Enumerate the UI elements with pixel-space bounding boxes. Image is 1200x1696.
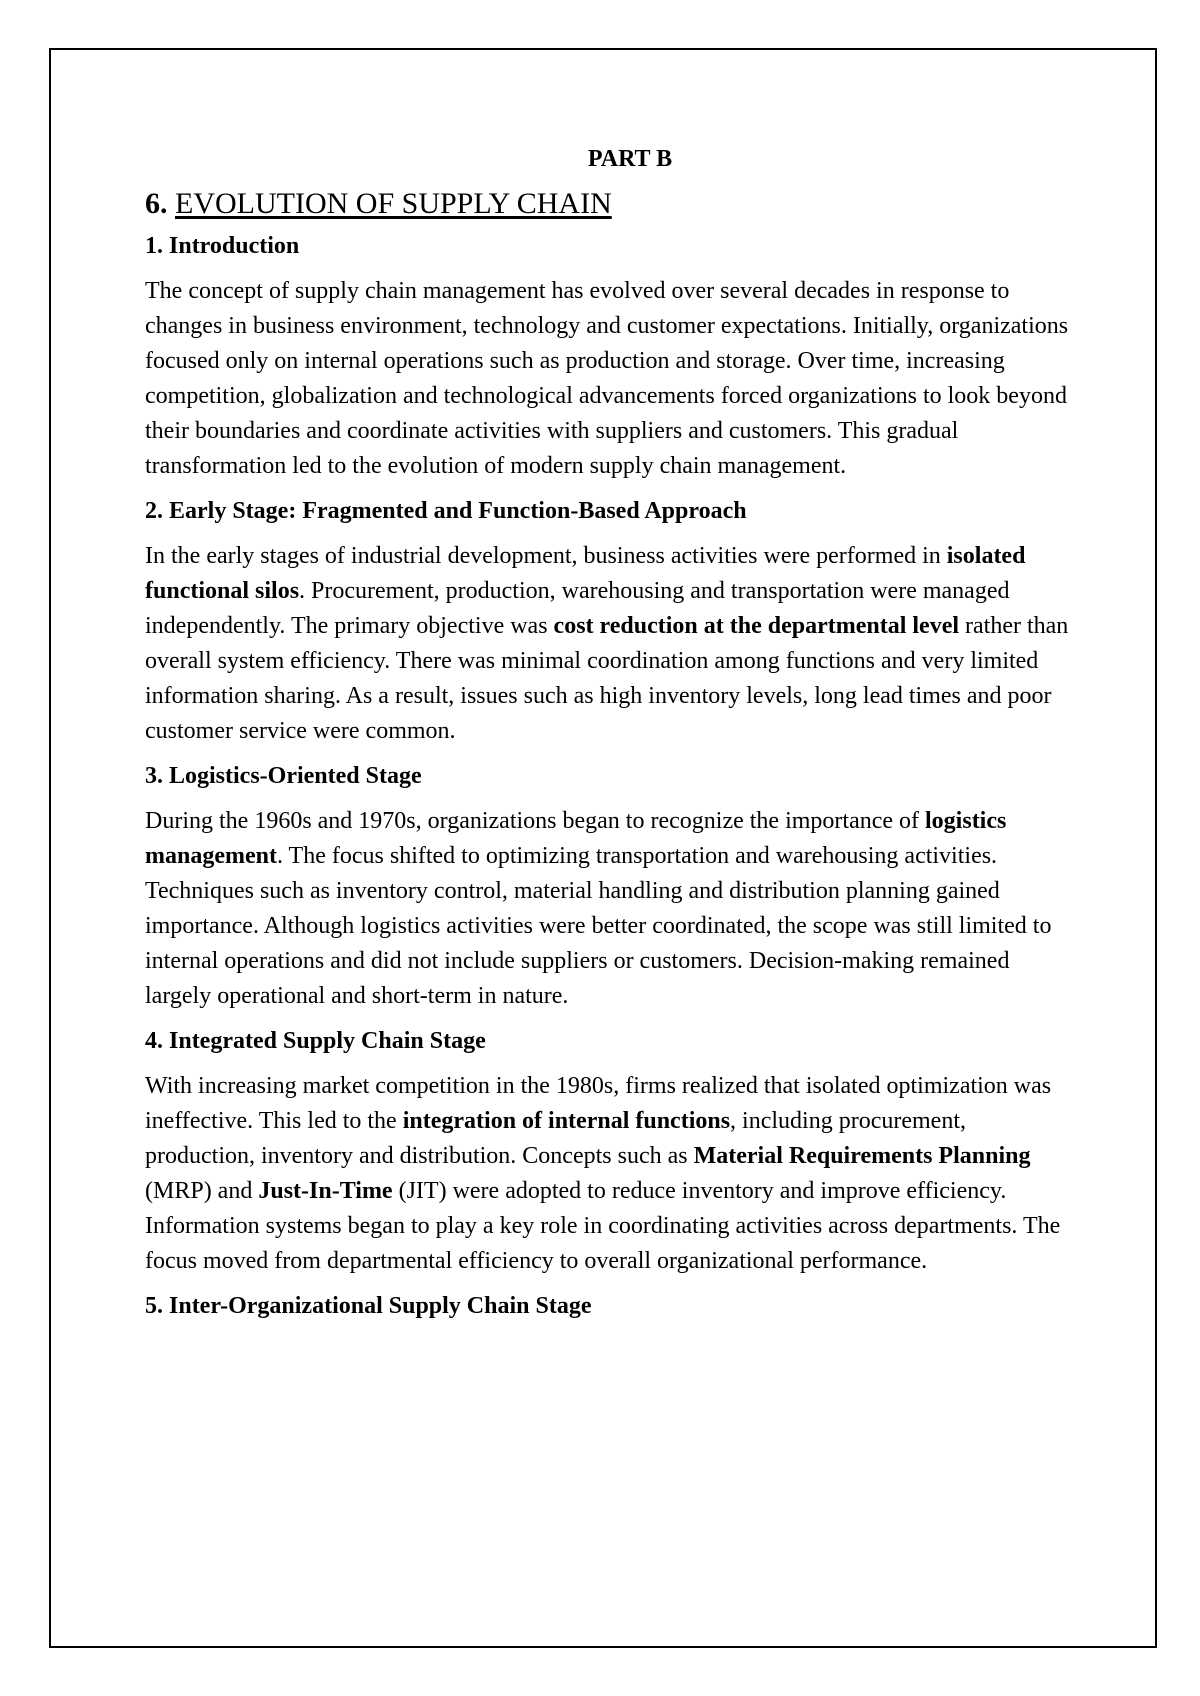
emphasis-text: cost reduction at the departmental level bbox=[553, 613, 960, 639]
paragraph-text: . Procurement, production, warehousing and transportation were managed independently. The primary objective was bbox=[145, 578, 1010, 639]
emphasis-text: Material Requirements Planning bbox=[693, 1143, 1031, 1169]
section-heading: 4. Integrated Supply Chain Stage bbox=[145, 1028, 486, 1054]
section-heading: 2. Early Stage: Fragmented and Function-Based Approach bbox=[145, 498, 747, 524]
section-inter-organizational-stage bbox=[145, 1293, 1075, 1320]
paragraph-text: The concept of supply chain management has evolved over several decades in response to changes in business environment, technology and customer expectations. Initially, organizations focused only on internal operations such as production and storage. Over time, increasing competition, globalization and technological advancements forced organizations to look beyond their boundaries and coordinate activities with suppliers and customers. This gradual transformation led to the evolution of modern supply chain management. bbox=[145, 278, 1069, 479]
section-heading: 1. Introduction bbox=[145, 233, 300, 259]
paragraph-text: , including procurement, production, inventory and distribution. Concepts such as bbox=[145, 1108, 966, 1169]
section-introduction bbox=[145, 233, 1075, 484]
chapter-number: 6. bbox=[145, 187, 168, 220]
section-paragraph bbox=[145, 1069, 1075, 1279]
chapter-title-text: EVOLUTION OF SUPPLY CHAIN bbox=[175, 187, 612, 220]
paragraph-text: During the 1960s and 1970s, organizations began to recognize the importance of bbox=[145, 808, 926, 834]
section-heading: 3. Logistics-Oriented Stage bbox=[145, 763, 422, 789]
emphasis-text: logistics management bbox=[145, 808, 1007, 869]
paragraph-text: With increasing market competition in the 1980s, firms realized that isolated optimization was ineffective. This led to the bbox=[145, 1073, 1052, 1134]
emphasis-text: integration of internal functions bbox=[402, 1108, 731, 1134]
chapter-title bbox=[145, 187, 1075, 221]
section-paragraph bbox=[145, 804, 1075, 1014]
document-content bbox=[145, 146, 1075, 1334]
section-integrated-stage bbox=[145, 1028, 1075, 1279]
section-paragraph bbox=[145, 274, 1075, 484]
section-paragraph bbox=[145, 539, 1075, 749]
paragraph-text: (JIT) were adopted to reduce inventory and improve efficiency. Information systems began to play a key role in coordinating activities across departments. The focus moved from departmental efficiency to overall organizational performance. bbox=[145, 1178, 1061, 1274]
paragraph-text: (MRP) and bbox=[145, 1178, 259, 1204]
part-title: PART B bbox=[587, 146, 673, 172]
paragraph-text: . The focus shifted to optimizing transportation and warehousing activities. Techniques such as inventory control, material handling and distribution planning gained importance. Although logistics activities were better coordinated, the scope was still limited to internal operations and did not include suppliers or customers. Decision-making remained largely operational and short-term in nature. bbox=[145, 843, 1052, 1009]
section-early-stage bbox=[145, 498, 1075, 749]
emphasis-text: Just-In-Time bbox=[258, 1178, 393, 1204]
emphasis-text: isolated functional silos bbox=[145, 543, 1026, 604]
paragraph-text: In the early stages of industrial development, business activities were performed in bbox=[145, 543, 947, 569]
section-logistics-stage bbox=[145, 763, 1075, 1014]
section-heading: 5. Inter-Organizational Supply Chain Stage bbox=[145, 1293, 592, 1319]
paragraph-text: rather than overall system efficiency. There was minimal coordination among functions and very limited information sharing. As a result, issues such as high inventory levels, long lead times and poor customer service were common. bbox=[145, 613, 1069, 744]
